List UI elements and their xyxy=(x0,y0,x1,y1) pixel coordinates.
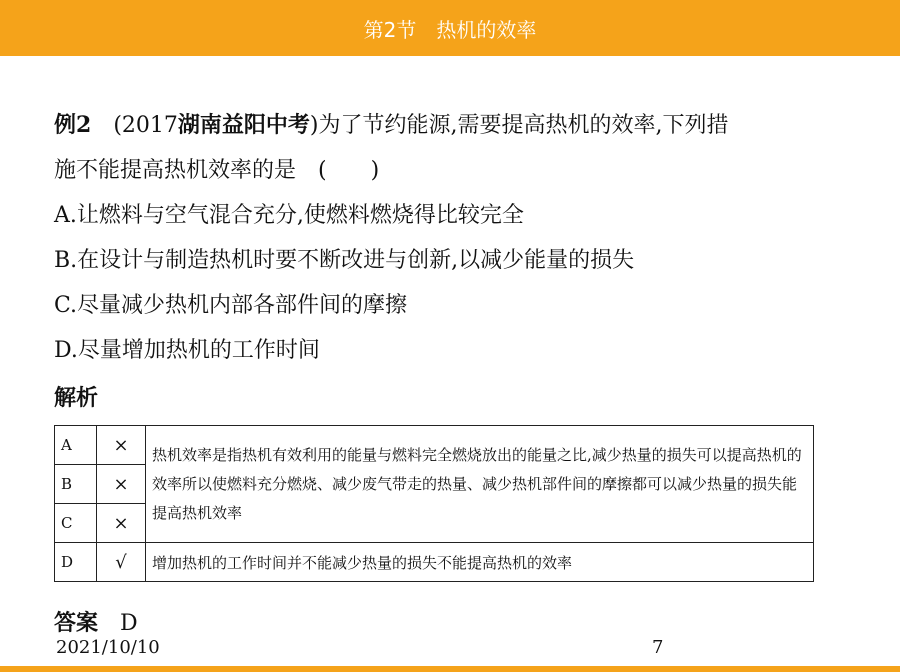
explanation-d: 增加热机的工作时间并不能减少热量的损失不能提高热机的效率 xyxy=(146,543,814,582)
row-letter: B xyxy=(55,465,97,504)
option-a: A.让燃料与空气混合充分,使燃料燃烧得比较完全 xyxy=(54,203,524,228)
explanation-abc: 热机效率是指热机有效利用的能量与燃料完全燃烧放出的能量之比,减少热量的损失可以提高热机的效率所以使燃料充分燃烧、减少废气带走的热量、减少热机部件间的摩擦都可以减少热量的损失能提高热机效率 xyxy=(146,426,814,543)
question-stem-line-1 xyxy=(54,108,729,139)
analysis-label: 解析 xyxy=(54,386,99,411)
question-stem-part1: 为了节约能源,需要提高热机的效率,下列措 xyxy=(318,113,729,138)
row-letter: A xyxy=(55,426,97,465)
source-name: 湖南益阳中考 xyxy=(177,112,310,138)
header-divider xyxy=(0,56,900,58)
row-mark: × xyxy=(97,426,146,465)
row-mark: × xyxy=(97,504,146,543)
row-mark: √ xyxy=(97,543,146,582)
footer-date: 2021/10/10 xyxy=(56,637,160,658)
row-mark: × xyxy=(97,465,146,504)
question-stem-line-2: 施不能提高热机效率的是 ( ) xyxy=(54,158,380,183)
row-letter: C xyxy=(55,504,97,543)
answer-line xyxy=(54,606,138,637)
option-d: D.尽量增加热机的工作时间 xyxy=(54,338,320,363)
option-c: C.尽量减少热机内部各部件间的摩擦 xyxy=(54,293,408,318)
example-label: 例2 xyxy=(54,112,92,138)
page-title: 第2节 热机的效率 xyxy=(363,18,537,42)
answer-label: 答案 xyxy=(54,611,99,636)
analysis-table xyxy=(54,425,814,582)
table-row xyxy=(55,543,814,582)
source-open: (2017 xyxy=(113,113,178,138)
option-b: B.在设计与制造热机时要不断改进与创新,以减少能量的损失 xyxy=(54,248,635,273)
header-bar xyxy=(0,0,900,56)
source-close: ) xyxy=(309,113,319,138)
row-letter: D xyxy=(55,543,97,582)
table-row xyxy=(55,426,814,465)
answer-value: D xyxy=(120,611,138,636)
bottom-accent-bar xyxy=(0,666,900,672)
page-number: 7 xyxy=(652,637,664,658)
